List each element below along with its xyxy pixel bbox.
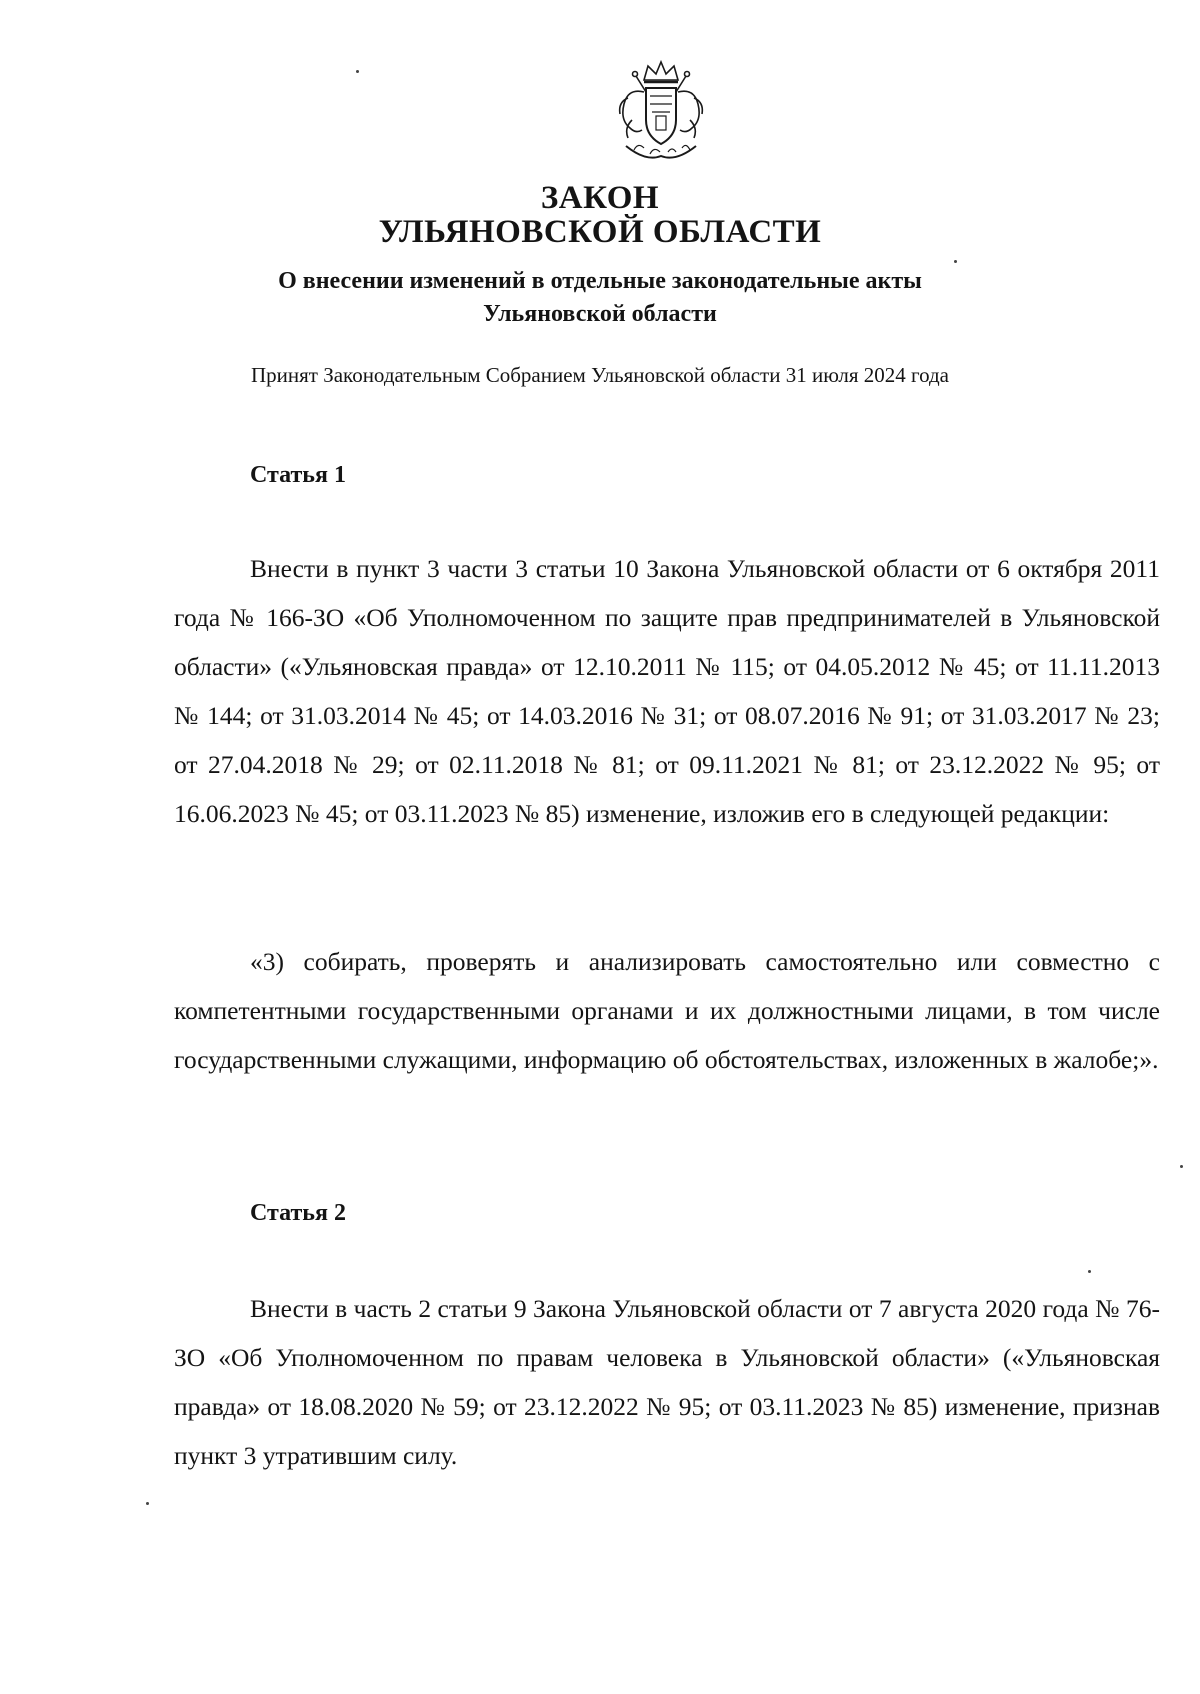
- scan-speck: [356, 70, 359, 73]
- article-2-paragraph-1: Внести в часть 2 статьи 9 Закона Ульяновской области от 7 августа 2020 года № 76-ЗО «Об Уполномоченном по правам человека в Ульяновской области» («Ульяновская правда» от 18.08.2020 № 59; от 23.12.2022 № 95; от 03.11.2023 № 85) изменение, признав пункт 3 утратившим силу.: [174, 1294, 1160, 1470]
- article-1-paragraph-2: «3) собирать, проверять и анализировать самостоятельно или совместно с компетентными государственными органами и их должностными лицами, в том числе государственными служащими, информацию об обстоятельствах, изложенных в жалобе;».: [174, 947, 1160, 1074]
- law-subtitle-line-2: Ульяновской области: [483, 301, 717, 327]
- adoption-statement: Принят Законодательным Собранием Ульяновской области 31 июля 2024 года: [250, 363, 949, 387]
- scan-speck: [954, 260, 957, 263]
- scan-speck: [146, 1502, 149, 1505]
- article-2-heading: Статья 2: [250, 1200, 346, 1226]
- law-title-line-2: УЛЬЯНОВСКОЙ ОБЛАСТИ: [378, 214, 822, 250]
- article-1-paragraph-1: Внести в пункт 3 части 3 статьи 10 Закона Ульяновской области от 6 октября 2011 года № 166-ЗО «Об Уполномоченном по защите прав предпринимателей в Ульяновской области» («Ульяновская правда» от 12.10.2011 № 115; от 04.05.2012 № 45; от 11.11.2013 № 144; от 31.03.2014 № 45; от 14.03.2016 № 31; от 08.07.2016 № 91; от 31.03.2017 № 23; от 27.04.2018 № 29; от 02.11.2018 № 81; от 09.11.2021 № 81; от 23.12.2022 № 95; от 16.06.2023 № 45; от 03.11.2023 № 85) изменение, изложив его в следующей редакции:: [174, 554, 1160, 828]
- article-1-heading: Статья 1: [250, 462, 346, 488]
- scan-speck: [1088, 1270, 1091, 1273]
- scan-speck: [1180, 1165, 1183, 1168]
- law-subtitle-line-1: О внесении изменений в отдельные законодательные акты: [278, 268, 922, 294]
- law-title-line-1: ЗАКОН: [540, 180, 660, 216]
- coat-of-arms-emblem: [606, 58, 716, 168]
